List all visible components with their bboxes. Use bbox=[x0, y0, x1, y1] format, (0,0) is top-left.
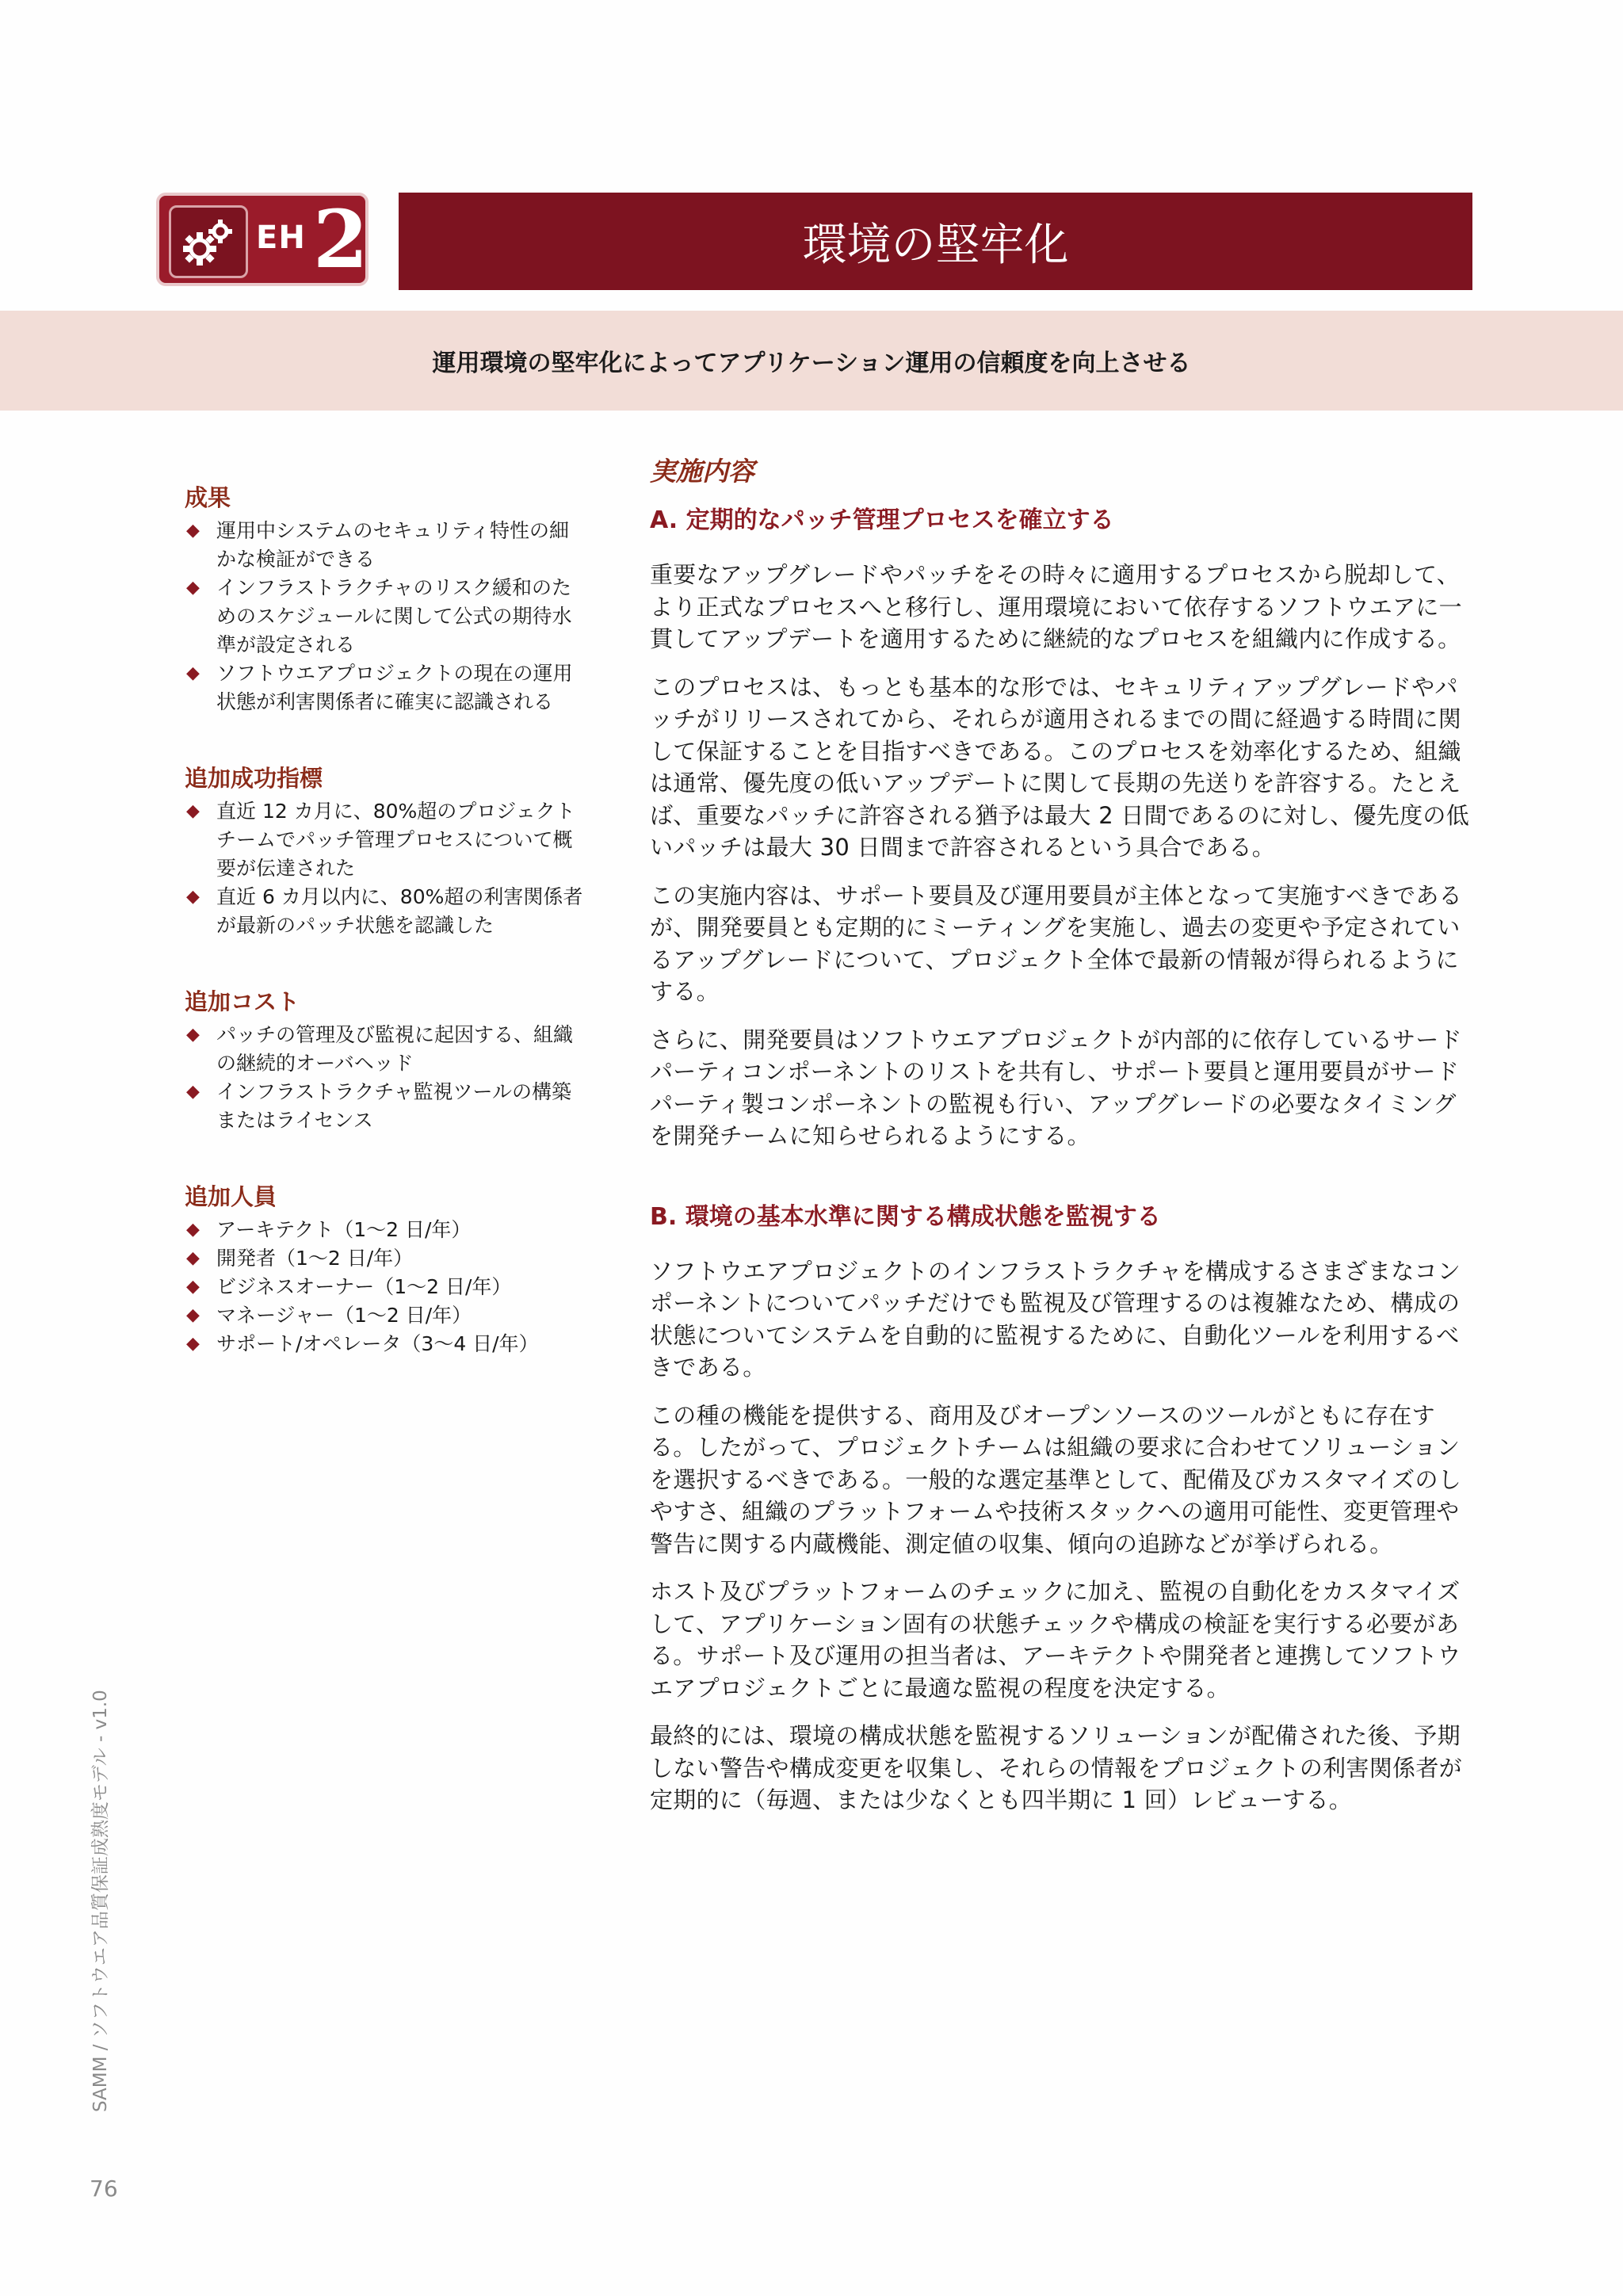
success-metrics-section bbox=[185, 764, 585, 940]
paragraph: ホスト及びプラットフォームのチェックに加え、監視の自動化をカスタマイズして、アプリケーション固有の状態チェックや構成の検証を実行する必要がある。サポート及び運用の担当者は、アーキテクトや開発者と連携してソフトウエアプロジェクトごとに最適な監視の程度を決定する。 bbox=[650, 1578, 1461, 1702]
activity-a-heading: A. 定期的なパッチ管理プロセスを確立する bbox=[650, 506, 1114, 534]
badge-code: EH bbox=[256, 220, 306, 256]
badge-level: 2 bbox=[313, 193, 369, 286]
diamond-bullet-icon: ◆ bbox=[186, 1220, 200, 1240]
list-item: ◆ インフラストラクチャのリスク緩和のためのスケジュールに関して公式の期待水準が設定される bbox=[185, 574, 585, 659]
diamond-bullet-icon: ◆ bbox=[186, 521, 200, 541]
diamond-bullet-icon: ◆ bbox=[186, 801, 200, 821]
costs-heading: 追加コスト bbox=[185, 988, 300, 1015]
list-item: ◆ ソフトウエアプロジェクトの現在の運用状態が利害関係者に確実に認識される bbox=[185, 659, 585, 716]
list-item: ◆ 運用中システムのセキュリティ特性の細かな検証ができる bbox=[185, 517, 585, 574]
diamond-bullet-icon: ◆ bbox=[186, 578, 200, 598]
diamond-bullet-icon: ◆ bbox=[186, 1025, 200, 1045]
diamond-bullet-icon: ◆ bbox=[186, 1082, 200, 1102]
activities-heading: 実施内容 bbox=[650, 456, 754, 487]
main-content bbox=[650, 456, 1474, 1832]
activity-b-heading: B. 環境の基本水準に関する構成状態を監視する bbox=[650, 1202, 1161, 1231]
diamond-bullet-icon: ◆ bbox=[186, 1305, 200, 1325]
list-item: ◆ 開発者（1〜2 日/年） bbox=[185, 1244, 585, 1273]
paragraph: ソフトウエアプロジェクトのインフラストラクチャを構成するさまざまなコンポーネントについてパッチだけでも監視及び管理するのは複雑なため、構成の状態についてシステムを自動的に監視するために、自動化ツールを利用するべきである。 bbox=[650, 1257, 1461, 1381]
activity-b bbox=[650, 1201, 1474, 1817]
diamond-bullet-icon: ◆ bbox=[186, 887, 200, 907]
document-side-label: SAMM / ソフトウエア品質保証成熟度モデル - v1.0 bbox=[90, 1690, 111, 2112]
diamond-bullet-icon: ◆ bbox=[186, 1334, 200, 1354]
personnel-section bbox=[185, 1182, 585, 1358]
title-bar bbox=[399, 193, 1472, 290]
diamond-bullet-icon: ◆ bbox=[186, 1248, 200, 1268]
paragraph: 最終的には、環境の構成状態を監視するソリューションが配備された後、予期しない警告や構成変更を収集し、それらの情報をプロジェクトの利害関係者が定期的に（毎週、または少なくとも四半期に 1 回）レビューする。 bbox=[650, 1722, 1462, 1813]
list-item: ◆ 直近 12 カ月に、80%超のプロジェクトチームでパッチ管理プロセスについて概要が伝達された bbox=[185, 797, 585, 883]
paragraph: この実施内容は、サポート要員及び運用要員が主体となって実施すべきであるが、開発要員とも定期的にミーティングを実施し、過去の変更や予定されているアップグレードについて、プロジェクト全体で最新の情報が得られるようにする。 bbox=[650, 881, 1462, 1005]
paragraph: この種の機能を提供する、商用及びオープンソースのツールがともに存在する。したがって、プロジェクトチームは組織の要求に合わせてソリューションを選択するべきである。一般的な選定基準として、配備及びカスタマイズのしやすさ、組織のプラットフォームや技術スタックへの適用可能性、変更管理や警告に関する内蔵機能、測定値の収集、傾向の追跡などが挙げられる。 bbox=[650, 1401, 1462, 1557]
personnel-heading: 追加人員 bbox=[185, 1183, 277, 1210]
diamond-bullet-icon: ◆ bbox=[186, 663, 200, 683]
page-subtitle: 運用環境の堅牢化によってアプリケーション運用の信頼度を向上させる bbox=[432, 350, 1191, 377]
paragraph: このプロセスは、もっとも基本的な形では、セキュリティアップグレードやパッチがリリースされてから、それらが適用されるまでの間に経過する時間に関して保証することを目指すべきである。このプロセスを効率化するため、組織は通常、優先度の低いアップデートに関して長期の先送りを許容する。たとえば、重要なパッチに許容される猶予は最大 2 日間であるのに対し、優先度の低いパッチは最大 30 日間まで許容されるという具合である。 bbox=[650, 673, 1469, 861]
practice-badge bbox=[156, 193, 369, 286]
list-item: ◆ アーキテクト（1〜2 日/年） bbox=[185, 1216, 585, 1244]
subtitle-band bbox=[0, 311, 1623, 411]
page-number: 76 bbox=[90, 2176, 118, 2202]
paragraph: 重要なアップグレードやパッチをその時々に適用するプロセスから脱却して、より正式なプロセスへと移行し、運用環境において依存するソフトウエアに一貫してアップデートを適用するために継続的なプロセスを組織内に作成する。 bbox=[650, 561, 1462, 652]
gears-icon bbox=[169, 205, 248, 278]
list-item: ◆ マネージャー（1〜2 日/年） bbox=[185, 1301, 585, 1330]
sidebar bbox=[185, 483, 585, 1406]
activity-a bbox=[650, 505, 1474, 1152]
list-item: ◆ パッチの管理及び監視に起因する、組織の継続的オーバヘッド bbox=[185, 1021, 585, 1078]
results-section bbox=[185, 483, 585, 716]
results-heading: 成果 bbox=[185, 484, 231, 511]
list-item: ◆ インフラストラクチャ監視ツールの構築またはライセンス bbox=[185, 1078, 585, 1135]
paragraph: さらに、開発要員はソフトウエアプロジェクトが内部的に依存しているサードパーティコンポーネントのリストを共有し、サポート要員と運用要員がサードパーティ製コンポーネントの監視も行い、アップグレードの必要なタイミングを開発チームに知らせられるようにする。 bbox=[650, 1026, 1462, 1149]
page-title: 環境の堅牢化 bbox=[802, 219, 1069, 271]
costs-section bbox=[185, 988, 585, 1135]
list-item: ◆ 直近 6 カ月以内に、80%超の利害関係者が最新のパッチ状態を認識した bbox=[185, 883, 585, 940]
list-item: ◆ ビジネスオーナー（1〜2 日/年） bbox=[185, 1273, 585, 1301]
success-metrics-heading: 追加成功指標 bbox=[185, 765, 323, 792]
diamond-bullet-icon: ◆ bbox=[186, 1277, 200, 1297]
list-item: ◆ サポート/オペレータ（3〜4 日/年） bbox=[185, 1330, 585, 1358]
